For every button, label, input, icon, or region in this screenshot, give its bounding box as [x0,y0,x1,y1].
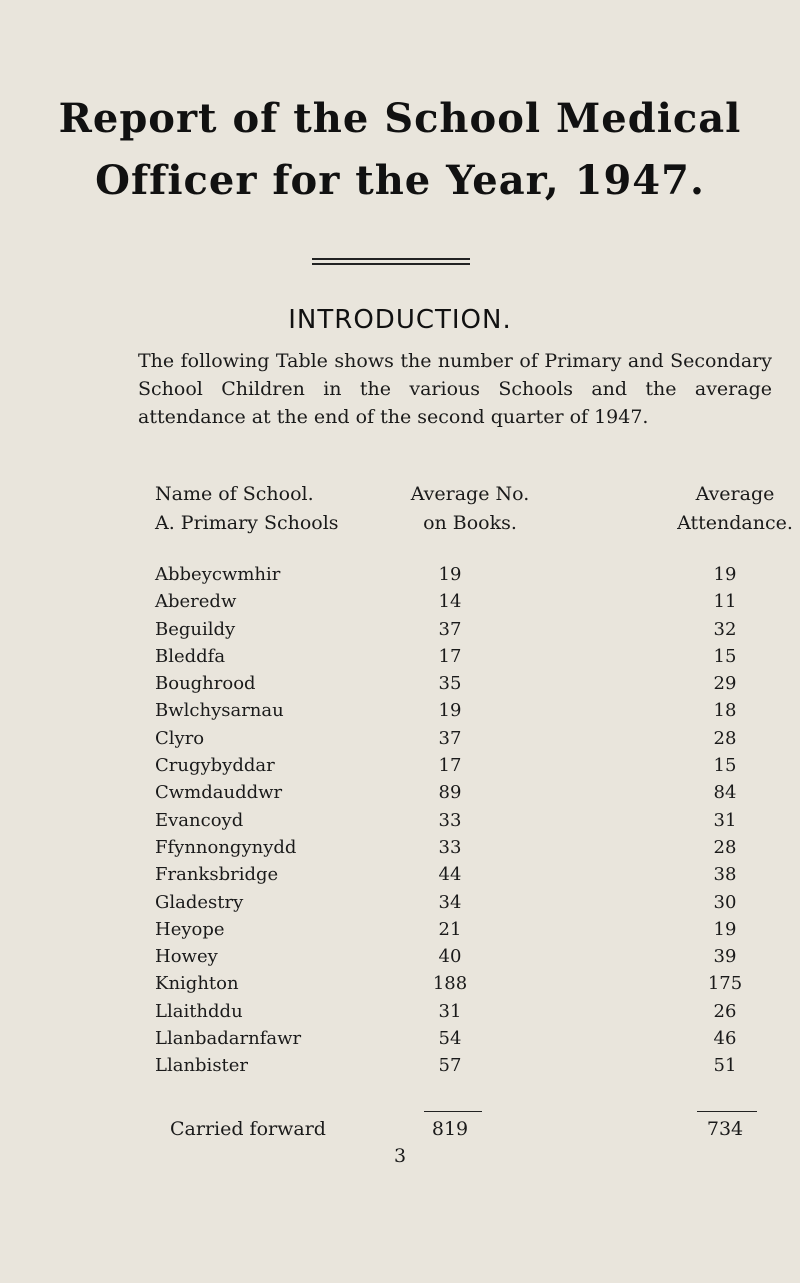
attendance-count: 38 [713,864,737,886]
books-count: 31 [438,1000,462,1022]
divider-rule-bottom [312,263,470,265]
school-name: Heyope [155,918,225,940]
school-name: Aberedw [155,591,237,613]
table-row [0,673,800,700]
attendance-count: 19 [713,918,737,940]
total-label: Carried forward [170,1118,326,1140]
report-title-line-2: Officer for the Year, 1947. [95,157,705,204]
table-row [0,946,800,973]
total-rule-attendance [697,1111,757,1112]
books-count: 17 [438,755,462,777]
table-row [0,810,800,837]
table-row [0,1028,800,1055]
intro-paragraph: The following Table shows the number of Primary and Secondary School Children in the various Schools and the average attendance at the end of the second quarter of 1947. [138,350,772,428]
table-row [0,728,800,755]
table-row [0,1001,800,1028]
attendance-count: 29 [713,673,737,695]
attendance-count: 39 [713,946,737,968]
attendance-count: 46 [713,1028,737,1050]
books-count: 40 [438,946,462,968]
books-count: 188 [432,973,468,995]
books-count: 19 [438,564,462,585]
books-count: 17 [438,645,462,667]
total-attendance: 734 [706,1118,744,1140]
attendance-count: 28 [713,727,737,749]
books-count: 19 [438,700,462,722]
school-name: Boughrood [155,673,256,695]
attendance-count: 15 [713,645,737,667]
report-title-line-1: Report of the School Medical [58,95,742,142]
divider-rule-top [312,258,470,260]
school-name: Evancoyd [155,809,244,831]
table-row [0,591,800,618]
attendance-count: 26 [713,1000,737,1022]
attendance-count: 19 [713,564,737,585]
attendance-count: 32 [713,618,737,640]
school-table [0,564,800,1083]
books-count: 21 [438,918,462,940]
school-name: Ffynnongynydd [155,836,297,858]
table-row [0,700,800,727]
column-header-subsection: A. Primary Schools [155,512,339,534]
books-count: 37 [438,727,462,749]
books-count: 54 [438,1028,462,1050]
books-count: 37 [438,618,462,640]
attendance-count: 28 [713,836,737,858]
table-row [0,892,800,919]
school-name: Llanbister [155,1055,249,1077]
attendance-count: 11 [713,591,737,613]
page-number: 3 [393,1145,407,1167]
table-row [0,619,800,646]
table-row [0,646,800,673]
books-count: 35 [438,673,462,695]
attendance-count: 31 [713,809,737,831]
column-header-attendance-line2: Attendance. [677,512,793,534]
total-rule-books [424,1111,482,1112]
books-count: 89 [438,782,462,804]
books-count: 44 [438,864,462,886]
school-name: Llaithddu [155,1000,243,1022]
attendance-count: 30 [713,891,737,913]
table-row [0,564,800,591]
table-row [0,864,800,891]
books-count: 34 [438,891,462,913]
school-name: Bwlchysarnau [155,700,284,722]
attendance-count: 175 [707,973,743,995]
table-row [0,919,800,946]
attendance-count: 15 [713,755,737,777]
books-count: 57 [438,1055,462,1077]
school-name: Abbeycwmhir [155,564,281,585]
school-name: Crugybyddar [155,755,275,777]
table-row [0,782,800,809]
attendance-count: 18 [713,700,737,722]
column-header-name: Name of School. [155,483,314,505]
books-count: 33 [438,836,462,858]
section-heading: INTRODUCTION. [288,305,512,335]
school-name: Knighton [155,973,239,995]
books-count: 14 [438,591,462,613]
total-books: 819 [431,1118,469,1140]
school-name: Cwmdauddwr [155,782,283,804]
school-name: Clyro [155,727,205,749]
table-row [0,837,800,864]
table-row [0,755,800,782]
school-name: Gladestry [155,891,244,913]
school-name: Franksbridge [155,864,279,886]
table-row [0,973,800,1000]
column-header-books-line2: on Books. [423,512,517,534]
attendance-count: 51 [713,1055,737,1077]
attendance-count: 84 [713,782,737,804]
school-name: Beguildy [155,618,236,640]
school-name: Howey [155,946,218,968]
school-name: Llanbadarnfawr [155,1028,302,1050]
table-row [0,1055,800,1082]
column-header-attendance-line1: Average [695,483,775,505]
books-count: 33 [438,809,462,831]
school-name: Bleddfa [155,645,226,667]
column-header-books-line1: Average No. [410,483,530,505]
